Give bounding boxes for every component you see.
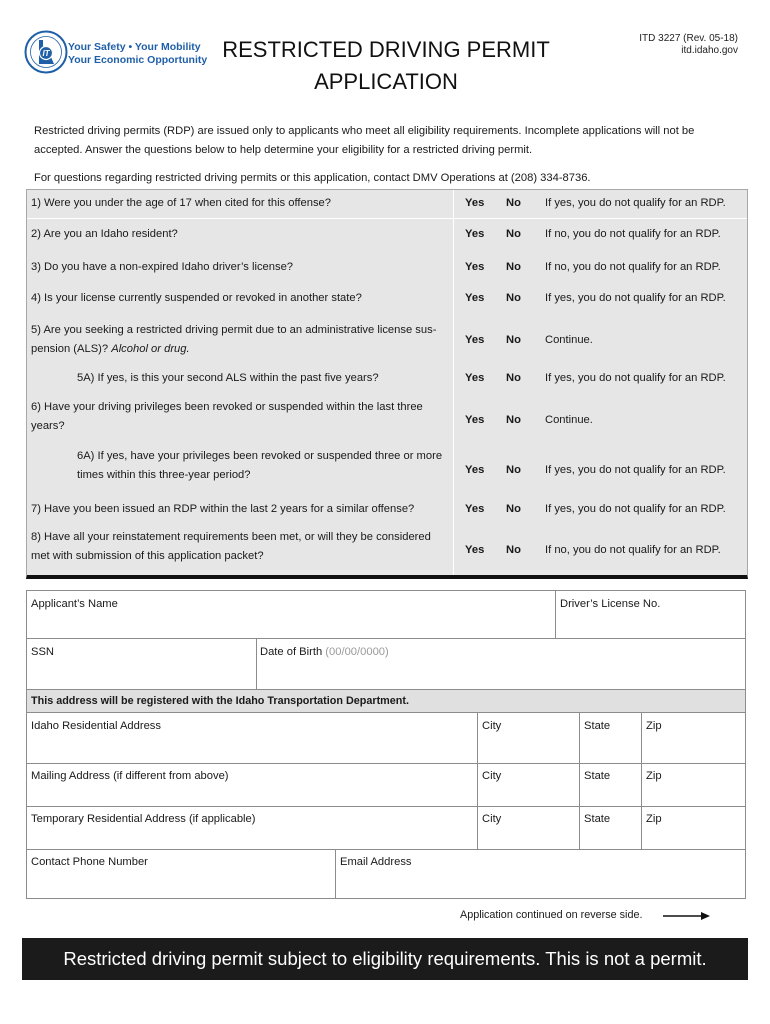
intro-paragraph-1: Restricted driving permits (RDP) are issued only to applicants who meet all eligibility requirements. Incomplete applications will not be accepted. Answer the questions below to help determine your eligibility for a restricted driving permit. — [34, 125, 695, 156]
question-result: If yes, you do not qualify for an RDP. — [545, 197, 726, 209]
question-text: 1) Were you under the age of 17 when cited for this offense? — [31, 197, 331, 209]
question-text-main: 5) Are you seeking a restricted driving permit due to an administrative license sus-pension (ALS)? — [31, 324, 437, 355]
question-result: If yes, you do not qualify for an RDP. — [545, 292, 726, 304]
question-row-8 — [27, 526, 747, 576]
no-option[interactable]: No — [506, 372, 521, 384]
dob-hint: (00/00/0000) — [325, 646, 389, 658]
question-row-7 — [27, 494, 747, 526]
question-result: If yes, you do not qualify for an RDP. — [545, 464, 726, 476]
question-result: If no, you do not qualify for an RDP. — [545, 544, 721, 556]
mailing-zip-field[interactable]: Zip — [646, 770, 662, 782]
question-text: 8) Have all your reinstatement requirements been met, or will they be considered met with submission of this application packet? — [31, 531, 431, 562]
question-text: 6A) If yes, have your privileges been revoked or suspended three or more times within this three-year period? — [77, 450, 443, 481]
itd-logo — [24, 30, 224, 74]
no-option[interactable]: No — [506, 414, 521, 426]
email-address-field[interactable]: Email Address — [340, 856, 412, 868]
yes-option[interactable]: Yes — [465, 372, 485, 384]
eligibility-questions — [26, 189, 748, 579]
yes-option[interactable]: Yes — [465, 544, 485, 556]
grid-rule — [27, 712, 745, 713]
no-option[interactable]: No — [506, 334, 521, 346]
form-identifier — [639, 33, 738, 57]
question-result: Continue. — [545, 414, 593, 426]
grid-rule — [256, 638, 257, 689]
intro-paragraph-2: For questions regarding restricted driving permits or this application, contact DMV Operations at (208) 334-8736. — [34, 172, 591, 184]
ssn-field[interactable]: SSN — [31, 646, 55, 658]
applicant-name-field[interactable]: Applicant’s Name — [31, 598, 118, 610]
address-notice-band — [27, 690, 745, 713]
question-result: If no, you do not qualify for an RDP. — [545, 261, 721, 273]
yes-option[interactable]: Yes — [465, 261, 485, 273]
temporary-address-field[interactable]: Temporary Residential Address (if applicable) — [31, 813, 256, 825]
no-option[interactable]: No — [506, 197, 521, 209]
arrow-right-icon — [663, 911, 711, 921]
residential-zip-field[interactable]: Zip — [646, 720, 662, 732]
mailing-state-field[interactable]: State — [584, 770, 611, 782]
yes-option[interactable]: Yes — [465, 197, 485, 209]
residential-city-field[interactable]: City — [482, 720, 502, 732]
mailing-address-field[interactable]: Mailing Address (if different from above) — [31, 770, 229, 782]
logo-tagline-line1: Your Safety • Your Mobility — [68, 41, 201, 53]
question-row-6 — [27, 396, 747, 442]
intro-text — [34, 122, 738, 188]
footer-banner: Restricted driving permit subject to eligibility requirements. This is not a permit. — [22, 938, 748, 980]
grid-rule — [27, 638, 745, 639]
yes-option[interactable]: Yes — [465, 464, 485, 476]
logo-tagline — [68, 41, 207, 67]
title-line1: RESTRICTED DRIVING PERMIT — [222, 37, 550, 62]
question-result: Continue. — [545, 334, 593, 346]
address-notice: This address will be registered with the Idaho Transportation Department. — [31, 695, 409, 707]
temporary-state-field[interactable]: State — [584, 813, 611, 825]
page-title — [200, 34, 572, 98]
question-row-3 — [27, 252, 747, 284]
itd-seal-icon — [24, 30, 68, 74]
grid-rule — [27, 689, 745, 690]
question-row-5 — [27, 316, 747, 362]
title-line2: APPLICATION — [314, 69, 458, 94]
residential-address-field[interactable]: Idaho Residential Address — [31, 720, 161, 732]
temporary-city-field[interactable]: City — [482, 813, 502, 825]
grid-rule — [335, 849, 336, 899]
no-option[interactable]: No — [506, 544, 521, 556]
grid-rule — [27, 806, 745, 807]
question-text: 4) Is your license currently suspended or revoked in another state? — [31, 292, 362, 304]
no-option[interactable]: No — [506, 464, 521, 476]
no-option[interactable]: No — [506, 292, 521, 304]
question-row-5a — [27, 362, 747, 396]
dob-label: Date of Birth — [260, 646, 323, 658]
question-text: 7) Have you been issued an RDP within the last 2 years for a similar offense? — [31, 503, 415, 515]
yes-option[interactable]: Yes — [465, 414, 485, 426]
grid-rule — [477, 712, 478, 849]
applicant-info-form — [26, 590, 746, 899]
drivers-license-field[interactable]: Driver’s License No. — [560, 598, 661, 610]
form-number: ITD 3227 (Rev. 05-18) — [639, 33, 738, 44]
grid-rule — [641, 712, 642, 849]
grid-rule — [27, 849, 745, 850]
date-of-birth-field[interactable] — [260, 645, 389, 659]
grid-rule — [555, 591, 556, 638]
question-row-2 — [27, 220, 747, 252]
no-option[interactable]: No — [506, 261, 521, 273]
mailing-city-field[interactable]: City — [482, 770, 502, 782]
svg-text:IT: IT — [42, 49, 50, 58]
question-text: 6) Have your driving privileges been revoked or suspended within the last three years? — [31, 401, 423, 432]
continued-note: Application continued on reverse side. — [460, 909, 643, 921]
question-text: 3) Do you have a non-expired Idaho driver’s license? — [31, 261, 294, 273]
question-text: 5A) If yes, is this your second ALS within the past five years? — [77, 372, 379, 384]
grid-rule — [27, 763, 745, 764]
question-result: If yes, you do not qualify for an RDP. — [545, 372, 726, 384]
yes-option[interactable]: Yes — [465, 503, 485, 515]
question-row-6a — [27, 442, 747, 494]
no-option[interactable]: No — [506, 228, 521, 240]
yes-option[interactable]: Yes — [465, 292, 485, 304]
yes-option[interactable]: Yes — [465, 334, 485, 346]
website: itd.idaho.gov — [681, 45, 738, 56]
yes-option[interactable]: Yes — [465, 228, 485, 240]
question-result: If no, you do not qualify for an RDP. — [545, 228, 721, 240]
question-row-1 — [27, 190, 747, 219]
no-option[interactable]: No — [506, 503, 521, 515]
temporary-zip-field[interactable]: Zip — [646, 813, 662, 825]
question-text: 2) Are you an Idaho resident? — [31, 228, 178, 240]
question-text — [31, 321, 451, 359]
logo-tagline-line2: Your Economic Opportunity — [68, 54, 208, 66]
contact-phone-field[interactable]: Contact Phone Number — [31, 856, 148, 868]
grid-rule — [579, 712, 580, 849]
question-row-4 — [27, 284, 747, 316]
residential-state-field[interactable]: State — [584, 720, 611, 732]
question-result: If yes, you do not qualify for an RDP. — [545, 503, 726, 515]
question-text-italic: Alcohol or drug. — [111, 343, 190, 355]
